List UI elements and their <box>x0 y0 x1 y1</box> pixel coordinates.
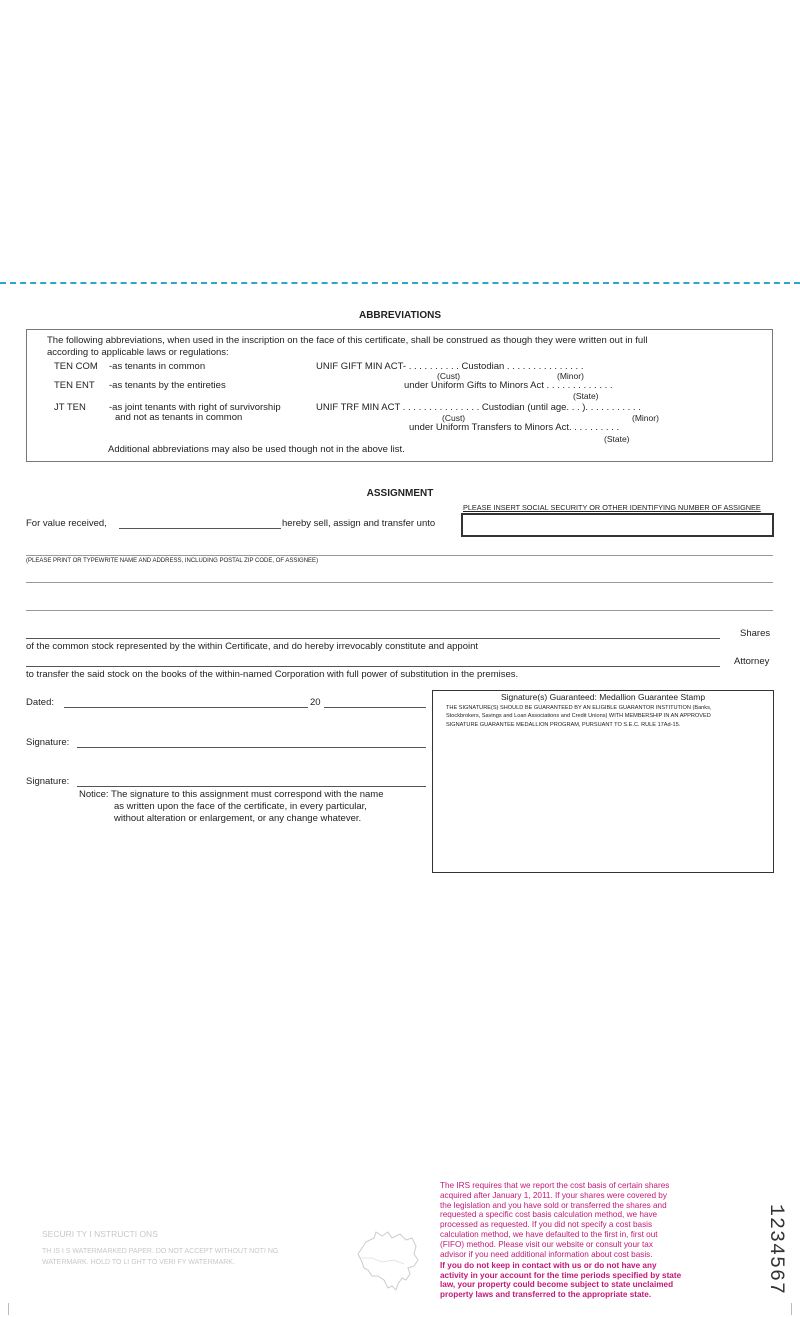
additional-abbreviations-note: Additional abbreviations may also be used though not in the above list. <box>108 444 405 455</box>
signature-2-line[interactable] <box>77 786 426 787</box>
edge-tick-right <box>791 1303 792 1315</box>
jt-ten-code: JT TEN <box>54 402 86 413</box>
notice-line-3: without alteration or enlargement, or any change whatever. <box>114 813 362 824</box>
ten-com-code: TEN COM <box>54 361 98 372</box>
common-stock-text: of the common stock represented by the within Certificate, and do hereby irrevocably constitute and appoint <box>26 641 479 652</box>
serial-number-wrapper <box>750 1203 800 1295</box>
assignee-name-line[interactable] <box>26 555 773 556</box>
unclaimed-line: activity in your account for the time periods specified by state <box>440 1270 682 1280</box>
date-line[interactable] <box>64 707 308 708</box>
ten-com-definition: -as tenants in common <box>109 361 206 372</box>
irs-line: the legislation and you have sold or transferred the shares and <box>440 1200 667 1210</box>
assignee-address-line-1[interactable] <box>26 582 773 583</box>
signature-2-label: Signature: <box>26 776 70 787</box>
unif-trf-under-line: under Uniform Transfers to Minors Act. . . . . . . . . . <box>409 422 620 433</box>
unif-trf-state-label: (State) <box>604 434 630 444</box>
dated-label: Dated: <box>26 697 54 708</box>
ssn-label: PLEASE INSERT SOCIAL SECURITY OR OTHER IDENTIFYING NUMBER OF ASSIGNEE <box>463 503 761 512</box>
medallion-title: Signature(s) Guaranteed: Medallion Guarantee Stamp <box>500 692 706 702</box>
shares-line[interactable] <box>26 638 720 639</box>
unclaimed-line: If you do not keep in contact with us or do not have any <box>440 1261 657 1270</box>
irs-line: requested a specific cost basis calculation method, we have <box>440 1210 658 1220</box>
ten-ent-definition: -as tenants by the entireties <box>109 380 226 391</box>
for-value-received-label: For value received, <box>26 518 107 529</box>
notice-line-1: Notice: The signature to this assignment must correspond with the name <box>79 789 384 800</box>
irs-line: The IRS requires that we report the cost basis of certain shares <box>440 1181 670 1190</box>
medallion-line-3: SIGNATURE GUARANTEE MEDALLION PROGRAM, PURSUANT TO S.E.C. RULE 17Ad-15. <box>446 721 681 728</box>
unclaimed-line: property laws and transferred to the appropriate state. <box>440 1289 652 1299</box>
unif-trf-line: UNIF TRF MIN ACT . . . . . . . . . . . . . . . Custodian (until age. . . ). . . . . . . . . . . <box>316 402 641 413</box>
unif-gift-state-label: (State) <box>573 391 599 401</box>
hereby-transfer-text: hereby sell, assign and transfer unto <box>282 518 436 529</box>
irs-line: advisor if you need additional information about cost basis. <box>440 1249 653 1259</box>
assignor-name-line[interactable] <box>119 528 281 529</box>
medallion-line-1: THE SIGNATURE(S) SHOULD BE GUARANTEED BY AN ELIGIBLE GUARANTOR INSTITUTION (Banks, <box>446 705 712 711</box>
medallion-instructions <box>446 704 711 729</box>
security-line-2: WATERMARK. HOLD TO LI GHT TO VERI FY WATERMARK. <box>42 1259 235 1266</box>
security-instructions-text <box>42 1246 278 1268</box>
print-name-label: (PLEASE PRINT OR TYPEWRITE NAME AND ADDRESS, INCLUDING POSTAL ZIP CODE, OF ASSIGNEE) <box>26 558 319 564</box>
shares-label: Shares <box>740 628 771 639</box>
irs-line: acquired after January 1, 2011. If your shares were covered by <box>440 1190 667 1200</box>
unif-trf-minor-label: (Minor) <box>632 413 659 423</box>
ssn-input-box[interactable] <box>461 513 774 537</box>
abbreviations-intro-2: according to applicable laws or regulations: <box>47 347 229 358</box>
abbreviations-title: ABBREVIATIONS <box>358 310 442 321</box>
perforation-line <box>0 282 800 284</box>
unif-trf-cust-label: (Cust) <box>442 413 466 423</box>
assignment-title: ASSIGNMENT <box>366 488 434 499</box>
serial-number: 1234567 <box>763 1203 787 1295</box>
security-instructions-title: SECURI TY I NSTRUCTI ONS <box>42 1229 158 1239</box>
abbreviations-intro-1: The following abbreviations, when used in the inscription on the face of this certificate, shall be construed as though they were written out in full <box>47 335 648 346</box>
irs-cost-basis-notice <box>440 1181 669 1259</box>
unif-gift-under-line: under Uniform Gifts to Minors Act . . . . . . . . . . . . . <box>404 380 613 391</box>
signature-1-line[interactable] <box>77 747 426 748</box>
security-line-1: TH IS I S WATERMARKED PAPER. DO NOT ACCEPT WITHOUT NOTI NG <box>42 1248 279 1255</box>
irs-line: processed as requested. If you did not specify a cost basis <box>440 1220 653 1230</box>
signature-1-label: Signature: <box>26 737 70 748</box>
notice-line-2: as written upon the face of the certificate, in every particular, <box>114 801 367 812</box>
attorney-line[interactable] <box>26 666 720 667</box>
unclaimed-property-notice <box>440 1261 681 1299</box>
unif-gift-line: UNIF GIFT MIN ACT- . . . . . . . . . . Custodian . . . . . . . . . . . . . . . <box>316 361 584 372</box>
unclaimed-line: law, your property could become subject to state unclaimed <box>440 1280 674 1290</box>
attorney-label: Attorney <box>734 656 770 667</box>
assignee-address-line-2[interactable] <box>26 610 773 611</box>
year-prefix: 20 <box>310 697 321 708</box>
irs-line: calculation method, we have defaulted to the first in, first out <box>440 1229 658 1239</box>
year-line[interactable] <box>324 707 426 708</box>
jt-ten-definition-1: -as joint tenants with right of survivorship <box>109 402 281 413</box>
unif-gift-cust-label: (Cust) <box>437 371 461 381</box>
north-america-map-icon <box>352 1228 424 1292</box>
medallion-line-2: Stockbrokers, Savings and Loan Associations and Credit Unions) WITH MEMBERSHIP IN AN APPROVED <box>446 713 711 720</box>
irs-line: (FIFO) method. Please visit our website or consult your tax <box>440 1239 653 1249</box>
to-transfer-text: to transfer the said stock on the books of the within-named Corporation with full power of substitution in the premises. <box>26 669 519 680</box>
edge-tick-left <box>8 1303 9 1315</box>
unif-gift-minor-label: (Minor) <box>557 371 584 381</box>
jt-ten-definition-2: and not as tenants in common <box>115 412 243 423</box>
ten-ent-code: TEN ENT <box>54 380 95 391</box>
